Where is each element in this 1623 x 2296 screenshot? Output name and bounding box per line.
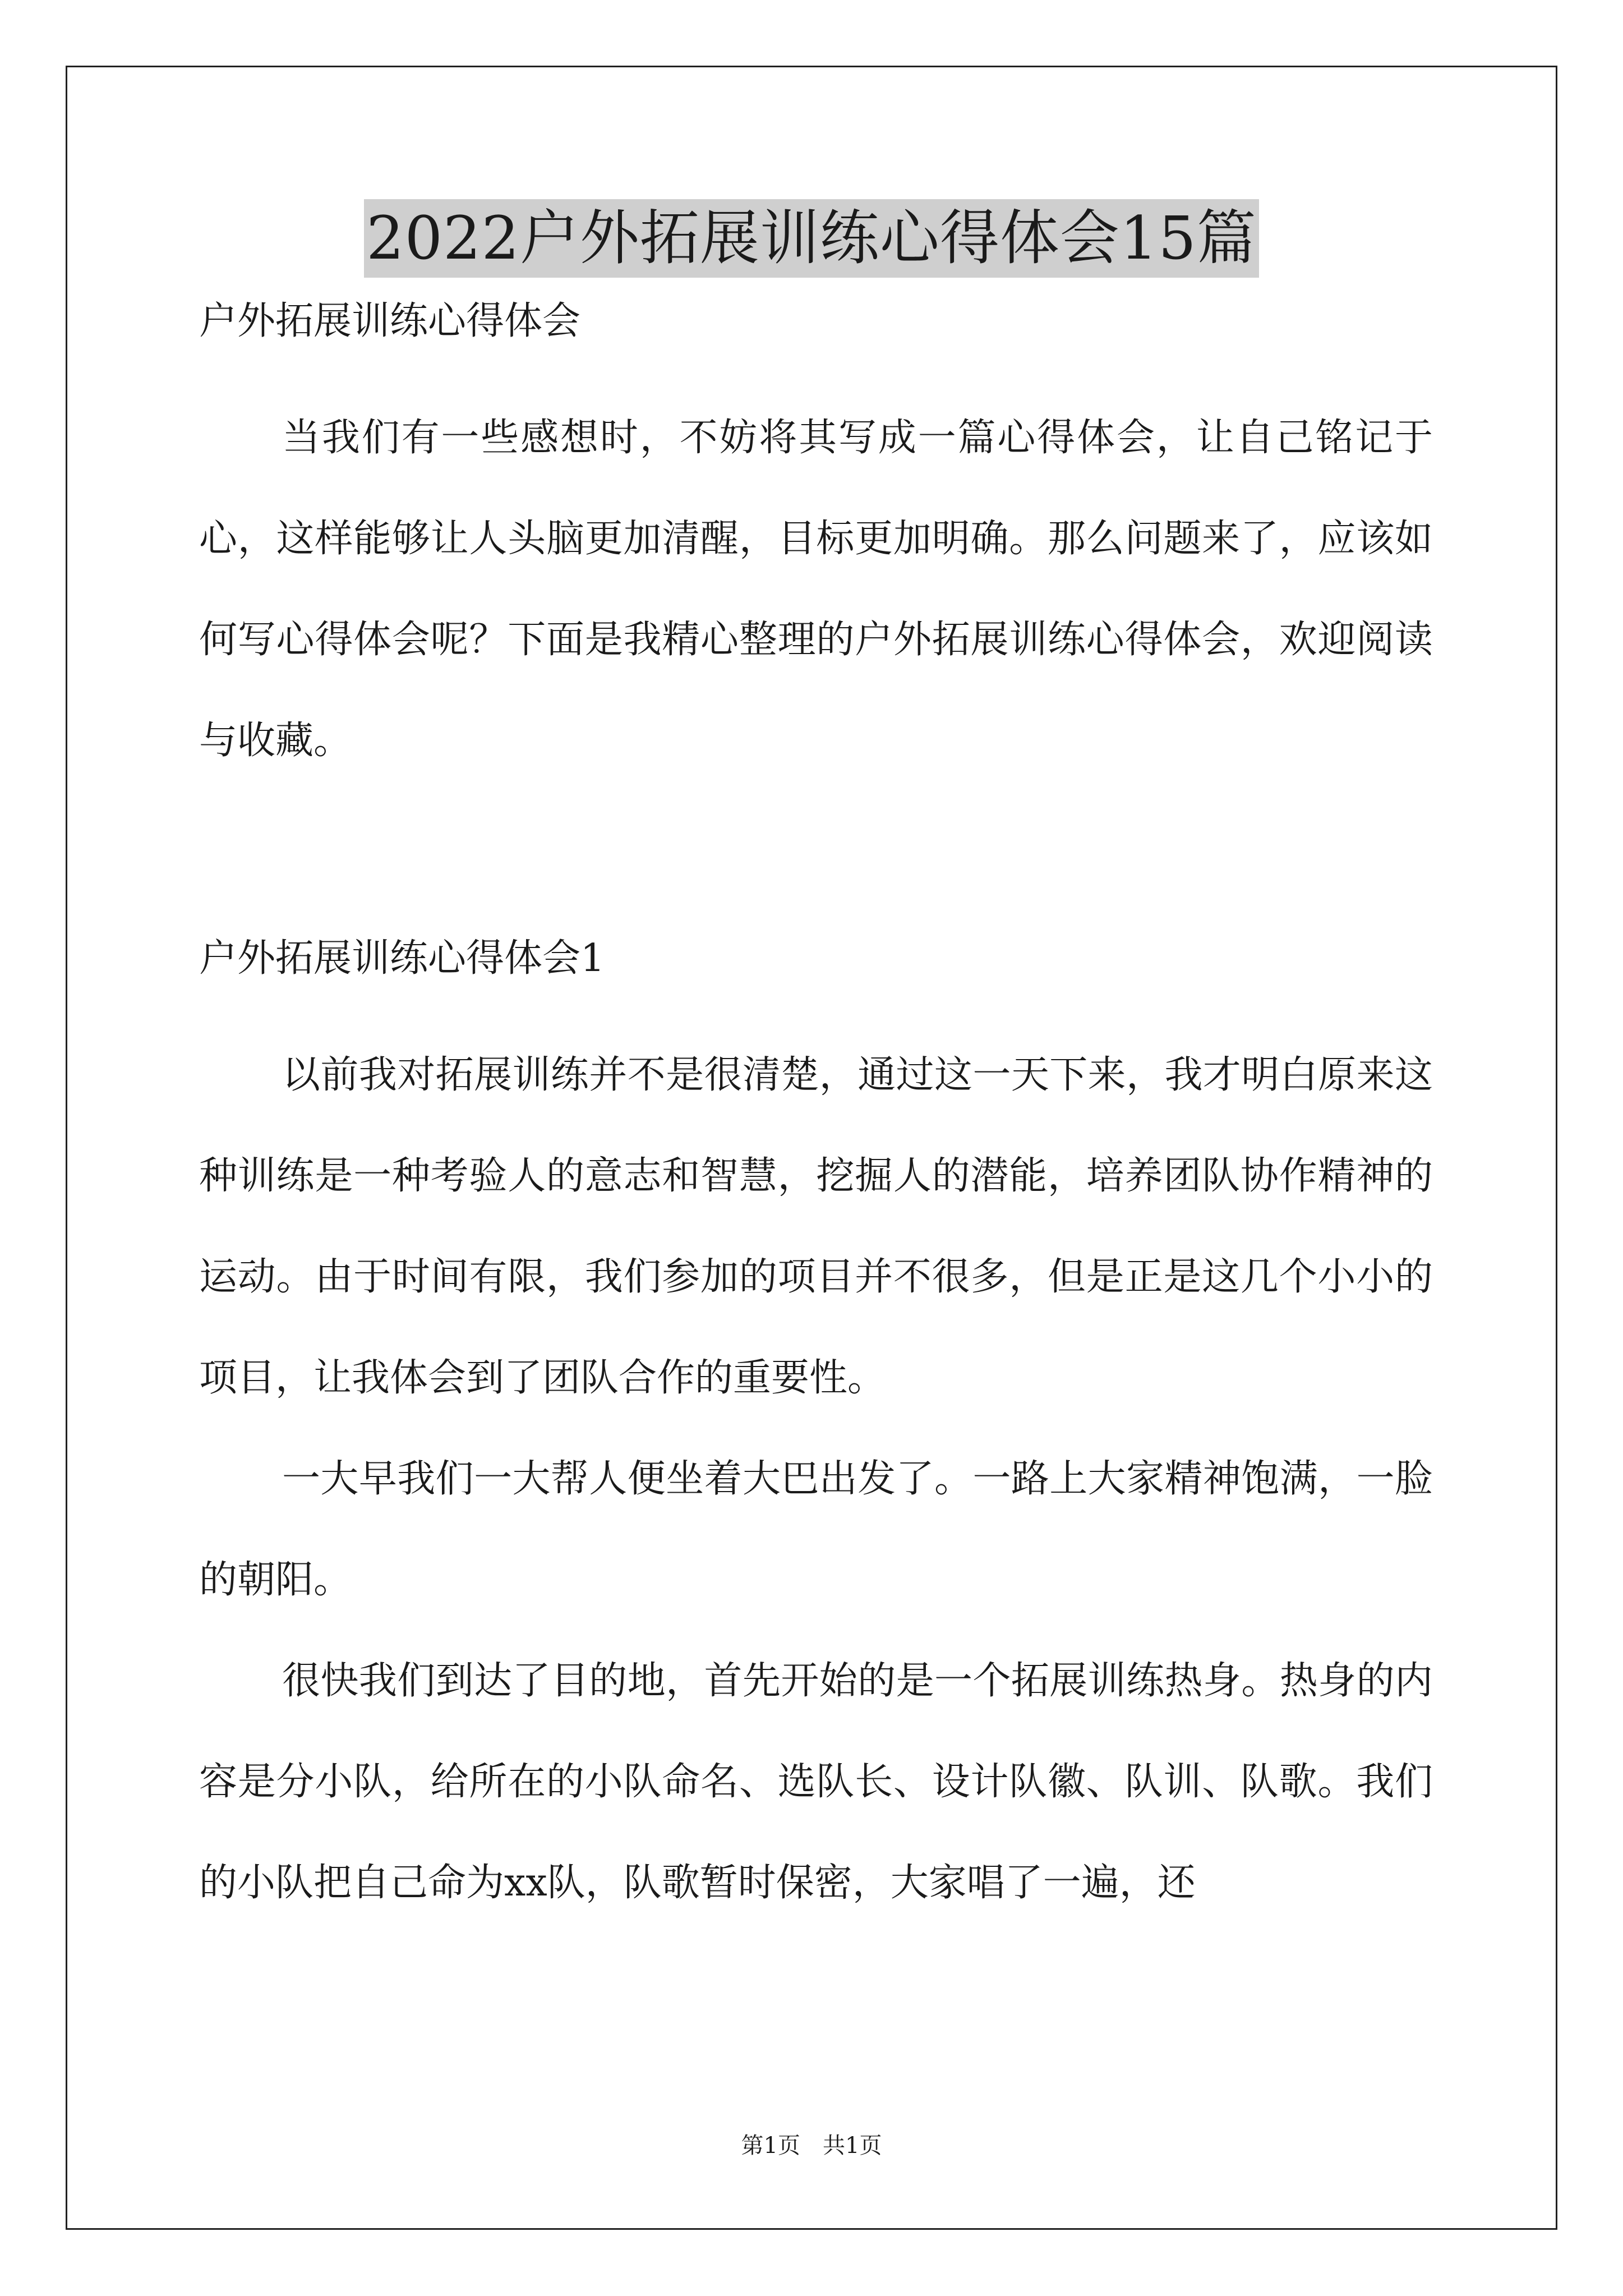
- document-title: 2022户外拓展训练心得体会15篇: [364, 199, 1259, 278]
- intro-heading: 户外拓展训练心得体会: [199, 299, 581, 343]
- page-footer: 第1页 共1页: [741, 2133, 882, 2159]
- section-heading: 户外拓展训练心得体会1: [199, 936, 605, 981]
- body-paragraph: 以前我对拓展训练并不是很清楚，通过这一天下来，我才明白原来这种训练是一种考验人的意志和智慧，挖掘人的潜能，培养团队协作精神的运动。由于时间有限，我们参加的项目并不很多，但是正是这几个小小的项目，让我体会到了团队合作的重要性。: [199, 1053, 1433, 1400]
- body-paragraph: 一大早我们一大帮人便坐着大巴出发了。一路上大家精神饱满，一脸的朝阳。: [199, 1457, 1433, 1602]
- body-paragraph: 很快我们到达了目的地，首先开始的是一个拓展训练热身。热身的内容是分小队，给所在的小队命名、选队长、设计队徽、队训、队歌。我们的小队把自己命为xx队，队歌暂时保密，大家唱了一遍，还: [199, 1659, 1433, 1905]
- title-container: [0, 199, 1623, 278]
- document-body: [199, 295, 1433, 1934]
- intro-paragraph: 当我们有一些感想时，不妨将其写成一篇心得体会，让自己铭记于心，这样能够让人头脑更加清醒，目标更加明确。那么问题来了，应该如何写心得体会呢？下面是我精心整理的户外拓展训练心得体会，欢迎阅读与收藏。: [199, 416, 1433, 763]
